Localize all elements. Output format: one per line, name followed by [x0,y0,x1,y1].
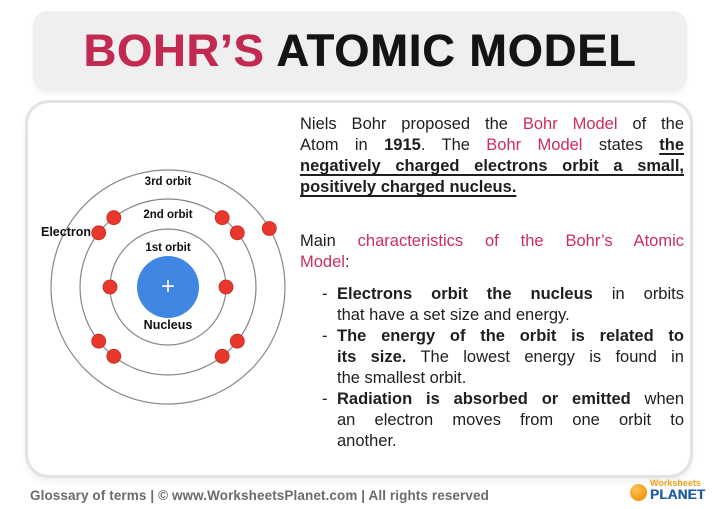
text-line: an electron moves from one orbit to [337,411,684,429]
bullet-item [300,326,684,389]
electron-dot [215,349,229,363]
orbit-label-1st: 1st orbit [145,242,191,254]
bohr-atom-diagram [25,102,311,478]
electron-dot [215,211,229,225]
text-line: Radiation is absorbed or emitted when [337,390,684,408]
orbit-label-2nd: 2nd orbit [143,209,193,221]
electron-dot [107,349,121,363]
electron-dot [219,280,233,294]
logo-text-worksheets: Worksheets [650,478,701,488]
text-line: Main characteristics of the Bohr’s Atomic [300,232,684,250]
text-line: negatively charged electrons orbit a small, [300,157,684,175]
text-line: Atom in 1915. The Bohr Model states the [300,136,684,154]
text-line: that have a set size and energy. [337,306,570,324]
bullet-dash: - [322,285,328,303]
footer-copyright: Glossary of terms | © www.WorksheetsPlanet.com | All rights reserved [30,488,489,503]
bullet-dash: - [322,327,328,345]
text-line: its size. The lowest energy is found in [337,348,684,366]
title-highlight: BOHR’S [83,25,265,76]
text-line: The energy of the orbit is related to [337,327,684,345]
logo-text-planet: PLANET [650,487,706,502]
electron-label: Electron [40,225,91,239]
orbit-label-3rd: 3rd orbit [144,176,192,188]
text-line: Model: [300,253,350,271]
title-rest: ATOMIC MODEL [264,25,637,76]
electron-dot [92,226,106,240]
electron-dot [230,226,244,240]
text-line: Electrons orbit the nucleus in orbits [337,285,684,303]
characteristics-heading [300,231,684,273]
plus-sign: + [160,273,176,300]
bullet-dash: - [322,390,328,408]
intro-paragraph [300,114,684,198]
bullet-item [300,389,684,452]
worksheets-planet-logo [630,477,715,507]
bullet-item [300,284,684,326]
electron-dot [103,280,117,294]
title-bar [33,11,687,91]
electron-dot [92,334,106,348]
text-line: Niels Bohr proposed the Bohr Model of the [300,115,684,133]
planet-logo-icon [630,484,647,501]
electron-dot [107,211,121,225]
text-line: another. [337,432,397,450]
page-title [83,25,636,77]
logo-wordmark [650,478,705,501]
electron-dot [230,334,244,348]
nucleus-label: Nucleus [143,318,193,332]
text-line: the smallest orbit. [337,369,467,387]
electron-dot [262,222,276,236]
text-line: positively charged nucleus. [300,178,517,196]
characteristics-list [300,284,684,452]
